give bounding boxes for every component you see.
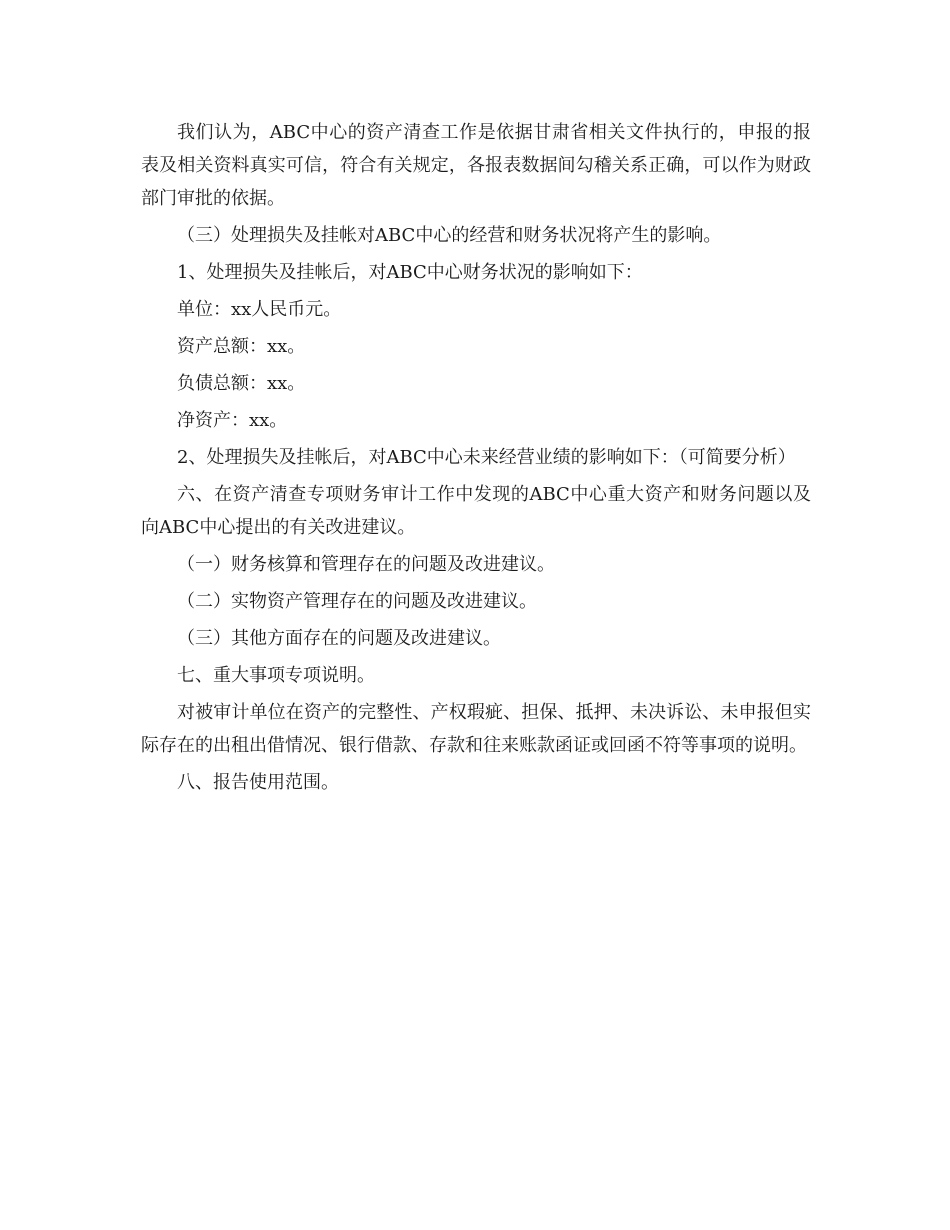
document-body xyxy=(141,116,811,803)
paragraph-item-2: 2、处理损失及挂帐后，对ABC中心未来经营业绩的影响如下：（可简要分析） xyxy=(177,447,796,468)
paragraph-total-liabilities: 负债总额：xx。 xyxy=(177,373,306,394)
paragraph-section-8-heading: 八、报告使用范围。 xyxy=(177,772,339,793)
paragraph-section-7-body: 对被审计单位在资产的完整性、产权瑕疵、担保、抵押、未决诉讼、未申报但实际存在的出租出借情况、银行借款、存款和往来账款函证或回函不符等事项的说明。 xyxy=(141,702,811,756)
paragraph-unit: 单位：xx人民币元。 xyxy=(177,299,342,320)
paragraph-sub-2: （二）实物资产管理存在的问题及改进建议。 xyxy=(177,591,537,612)
paragraph-net-assets: 净资产：xx。 xyxy=(177,410,288,431)
paragraph-sub-3: （三）其他方面存在的问题及改进建议。 xyxy=(177,628,501,649)
paragraph-conclusion: 我们认为，ABC中心的资产清查工作是依据甘肃省相关文件执行的，申报的报表及相关资料真实可信，符合有关规定，各报表数据间勾稽关系正确，可以作为财政部门审批的依据。 xyxy=(141,122,811,209)
paragraph-section-7-heading: 七、重大事项专项说明。 xyxy=(177,665,375,686)
paragraph-section-6-heading: 六、在资产清查专项财务审计工作中发现的ABC中心重大资产和财务问题以及向ABC中心提出的有关改进建议。 xyxy=(141,484,811,538)
paragraph-sub-1: （一）财务核算和管理存在的问题及改进建议。 xyxy=(177,554,555,575)
paragraph-item-1: 1、处理损失及挂帐后，对ABC中心财务状况的影响如下： xyxy=(177,262,643,283)
paragraph-section-3-heading: （三）处理损失及挂帐对ABC中心的经营和财务状况将产生的影响。 xyxy=(177,225,722,246)
paragraph-total-assets: 资产总额：xx。 xyxy=(177,336,306,357)
